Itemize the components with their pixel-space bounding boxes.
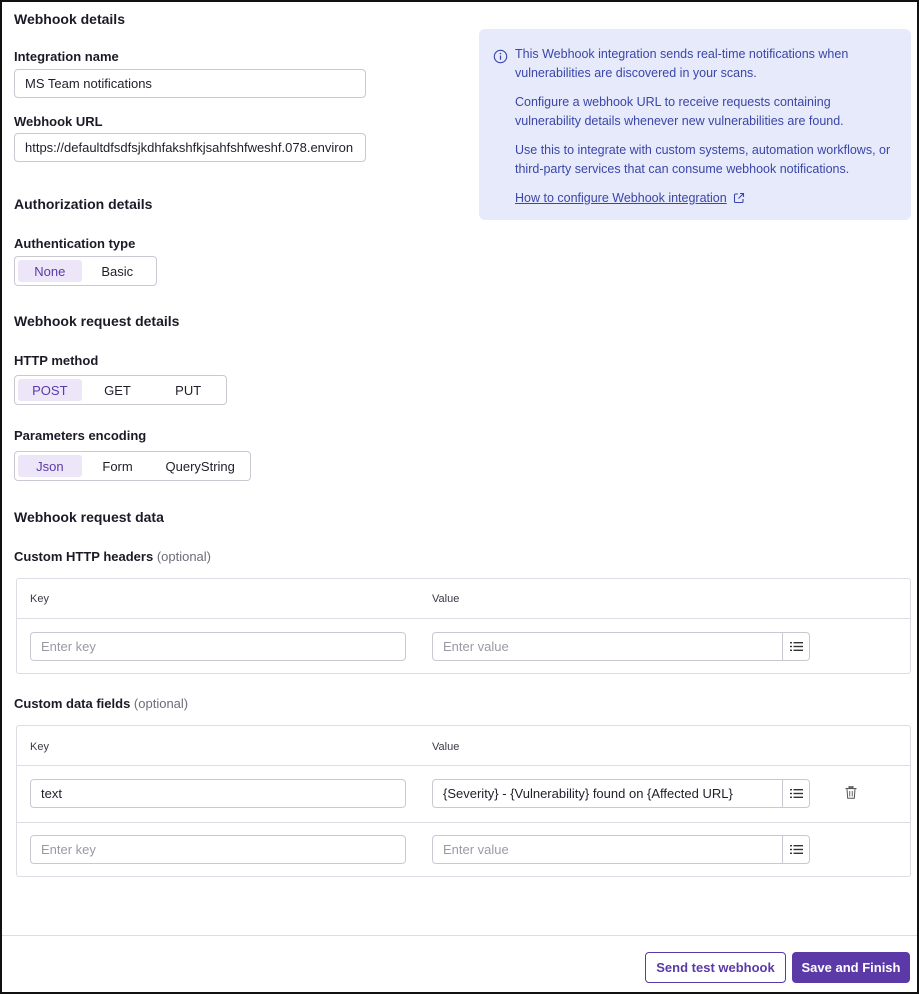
http-method-label: HTTP method — [14, 353, 99, 368]
table-row — [17, 766, 910, 822]
list-icon[interactable] — [782, 780, 809, 807]
field-value-text: {Severity} - {Vulnerability} found on {Affected URL} — [443, 786, 733, 801]
custom-headers-table — [16, 578, 911, 674]
field-value-input[interactable] — [432, 779, 810, 808]
send-test-webhook-button[interactable]: Send test webhook — [645, 952, 786, 983]
table-header — [17, 726, 910, 766]
info-box — [479, 29, 911, 220]
column-header-key: Key — [30, 741, 49, 753]
auth-type-segmented — [14, 256, 157, 286]
section-heading-request-data: Webhook request data — [14, 509, 164, 525]
encoding-querystring[interactable]: QueryString — [165, 458, 235, 474]
encoding-label: Parameters encoding — [14, 428, 147, 443]
integration-name-input[interactable]: MS Team notifications — [14, 69, 366, 98]
custom-headers-optional: (optional) — [156, 549, 212, 564]
configure-help-link[interactable] — [515, 189, 745, 210]
table-header — [17, 579, 910, 619]
custom-fields-label-text: Custom data fields — [14, 696, 131, 711]
field-key-input[interactable] — [30, 835, 406, 864]
auth-option-basic[interactable]: Basic — [101, 263, 134, 279]
section-heading-authorization: Authorization details — [14, 196, 153, 212]
header-value-input[interactable] — [432, 632, 810, 661]
field-key-placeholder: Enter key — [41, 842, 96, 857]
section-heading-request-details: Webhook request details — [14, 313, 180, 329]
field-value-placeholder: Enter value — [443, 842, 509, 857]
http-method-segmented — [14, 375, 227, 405]
trash-icon[interactable] — [845, 786, 859, 800]
auth-type-label: Authentication type — [14, 236, 136, 251]
info-circle-icon — [493, 49, 509, 65]
list-icon[interactable] — [782, 633, 809, 660]
webhook-url-input[interactable]: https://defaultdfsdfsjkdhfakshfkjsahfshfweshf.078.environ — [14, 133, 366, 162]
table-row — [17, 822, 910, 878]
info-paragraph-2: Configure a webhook URL to receive requests containing vulnerability details whenever new vulnerabilities are found. — [515, 95, 844, 128]
custom-fields-label — [14, 696, 188, 711]
configure-help-link-text[interactable]: How to configure Webhook integration — [515, 191, 727, 205]
header-value-placeholder: Enter value — [443, 639, 509, 654]
encoding-segmented — [14, 451, 251, 481]
column-header-value: Value — [432, 593, 460, 605]
custom-fields-table — [16, 725, 911, 877]
header-key-placeholder: Enter key — [41, 639, 96, 654]
encoding-form[interactable]: Form — [102, 458, 133, 474]
integration-name-label: Integration name — [14, 49, 119, 64]
field-key-input[interactable]: text — [30, 779, 406, 808]
save-and-finish-button[interactable]: Save and Finish — [792, 952, 910, 983]
encoding-json[interactable]: Json — [18, 455, 82, 477]
custom-fields-optional: (optional) — [133, 696, 189, 711]
info-paragraph-3: Use this to integrate with custom systems, automation workflows, or third-party services that can consume webhook notifications. — [515, 143, 891, 176]
list-icon[interactable] — [782, 836, 809, 863]
footer-divider — [2, 935, 917, 936]
column-header-key: Key — [30, 593, 49, 605]
column-header-value: Value — [432, 741, 460, 753]
http-method-get[interactable]: GET — [104, 382, 131, 398]
external-link-icon — [733, 191, 745, 210]
info-paragraph-1: This Webhook integration sends real-time notifications when vulnerabilities are discovered in your scans. — [515, 47, 849, 80]
section-heading-webhook-details: Webhook details — [14, 11, 125, 27]
table-row — [17, 619, 910, 675]
http-method-post[interactable]: POST — [18, 379, 82, 401]
http-method-put[interactable]: PUT — [175, 382, 202, 398]
auth-option-none[interactable]: None — [18, 260, 82, 282]
custom-headers-label — [14, 549, 211, 564]
webhook-url-label: Webhook URL — [14, 114, 103, 129]
header-key-input[interactable] — [30, 632, 406, 661]
field-value-input[interactable] — [432, 835, 810, 864]
custom-headers-label-text: Custom HTTP headers — [14, 549, 154, 564]
